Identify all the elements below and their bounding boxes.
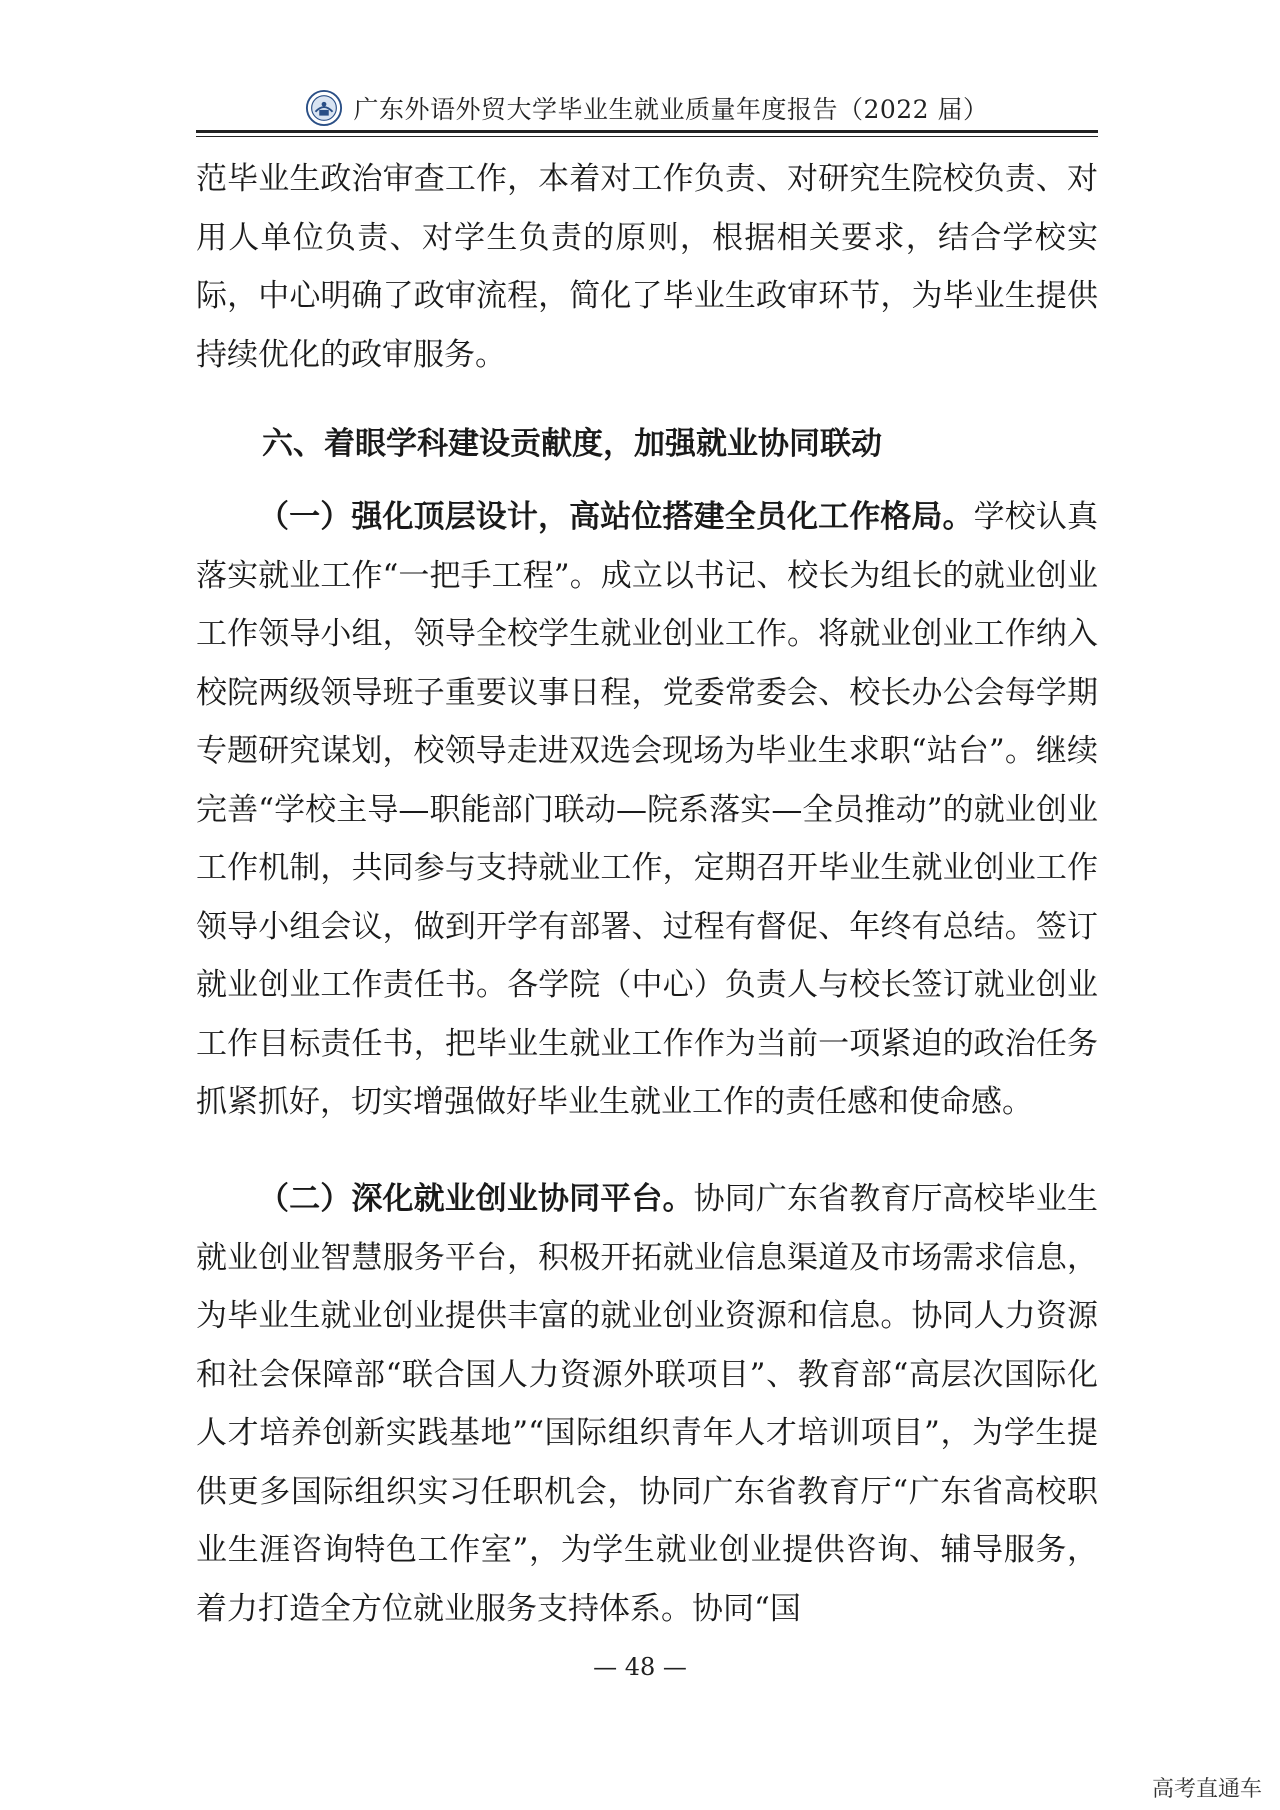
header-rule-thick <box>196 130 1098 133</box>
page-number: — 48 — <box>593 1653 687 1681</box>
intro-paragraph-text: 范毕业生政治审查工作，本着对工作负责、对研究生院校负责、对用人单位负责、对学生负责的原则，根据相关要求，结合学校实际，中心明确了政审流程，简化了毕业生政审环节，为毕业生提供持续优化的政审服务。 <box>196 161 1098 373</box>
header-rule-thin <box>196 136 1098 137</box>
watermark: 高考直通车 <box>1151 1777 1262 1802</box>
university-logo-icon <box>305 89 343 127</box>
subsection-two-paragraph <box>196 1170 1098 1638</box>
header-title: 广东外语外贸大学毕业生就业质量年度报告（2022 届） <box>353 95 989 124</box>
intro-paragraph <box>196 150 1098 384</box>
subsection-two-text: 协同广东省教育厅高校毕业生就业创业智慧服务平台，积极开拓就业信息渠道及市场需求信息，为毕业生就业创业提供丰富的就业创业资源和信息。协同人力资源和社会保障部“联合国人力资源外联项目”、教育部“高层次国际化人才培养创新实践基地”“国际组织青年人才培训项目”，为学生提供更多国际组织实习任职机会，协同广东省教育厅“广东省高校职业生涯咨询特色工作室”，为学生就业创业提供咨询、辅导服务，着力打造全方位就业服务支持体系。协同“国 <box>196 1181 1099 1627</box>
subsection-one-lead: （一）强化顶层设计，高站位搭建全员化工作格局。 <box>258 499 974 535</box>
subsection-one <box>196 488 1098 1132</box>
section-heading: 六、着眼学科建设贡献度，加强就业协同联动 <box>262 426 882 462</box>
subsection-two-lead: （二）深化就业创业协同平台。 <box>258 1181 694 1217</box>
subsection-one-paragraph <box>196 488 1098 1132</box>
subsection-two <box>196 1170 1098 1638</box>
subsection-one-text: 学校认真落实就业工作“一把手工程”。成立以书记、校长为组长的就业创业工作领导小组，领导全校学生就业创业工作。将就业创业工作纳入校院两级领导班子重要议事日程，党委常委会、校长办公会每学期专题研究谋划，校领导走进双选会现场为毕业生求职“站台”。继续完善“学校主导—职能部门联动—院系落实—全员推动”的就业创业工作机制，共同参与支持就业工作，定期召开毕业生就业创业工作领导小组会议，做到开学有部署、过程有督促、年终有总结。签订就业创业工作责任书。各学院（中心）负责人与校长签订就业创业工作目标责任书，把毕业生就业工作作为当前一项紧迫的政治任务抓紧抓好，切实增强做好毕业生就业工作的责任感和使命感。 <box>196 499 1099 1120</box>
page-header <box>196 86 1098 130</box>
